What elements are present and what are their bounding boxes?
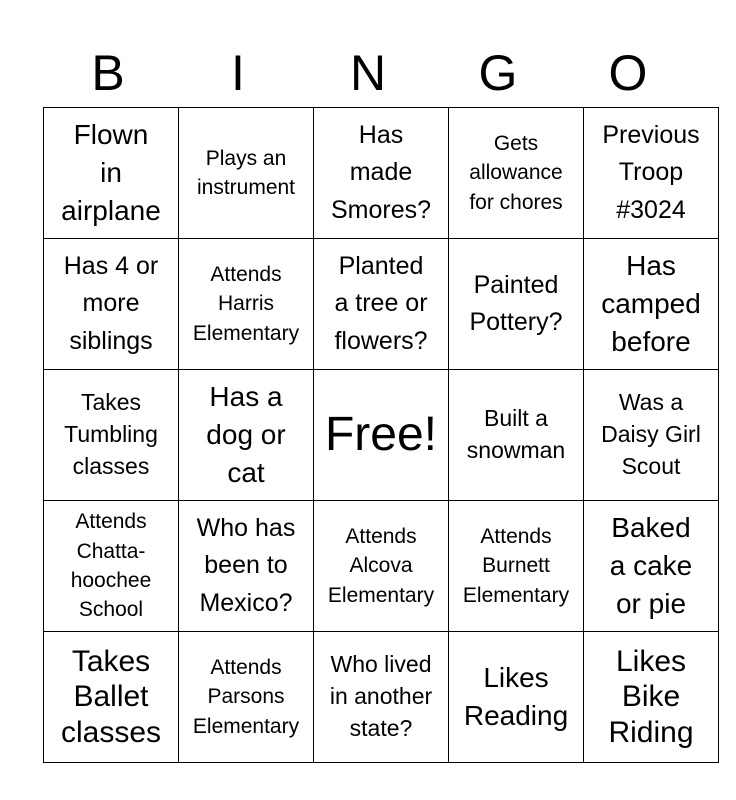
board-row [44, 370, 719, 501]
bingo-square[interactable] [584, 239, 719, 370]
bingo-header [43, 40, 693, 106]
bingo-square[interactable] [449, 108, 584, 239]
bingo-square-label: Previous Troop #3024 [602, 120, 700, 224]
bingo-square[interactable] [449, 370, 584, 501]
header-letter-g: G [478, 45, 518, 101]
bingo-square[interactable] [179, 632, 314, 763]
bingo-square-label: Likes Bike Riding [608, 644, 694, 749]
bingo-square-label: Flown in airplane [61, 119, 161, 226]
bingo-square-label: Likes Reading [463, 662, 569, 731]
board-row [44, 108, 719, 239]
bingo-square[interactable] [44, 370, 179, 501]
bingo-square[interactable] [44, 239, 179, 370]
bingo-square-label: Has made Smores? [330, 120, 432, 224]
bingo-square[interactable] [179, 501, 314, 632]
bingo-square-label: Has camped before [601, 250, 701, 357]
bingo-square-label: Painted Pottery? [469, 270, 563, 336]
bingo-square[interactable] [179, 239, 314, 370]
bingo-square[interactable] [314, 239, 449, 370]
bingo-square[interactable] [584, 108, 719, 239]
bingo-square[interactable] [314, 108, 449, 239]
header-letter-i: I [231, 45, 245, 101]
header-letter-o: O [608, 45, 648, 101]
bingo-square[interactable] [179, 108, 314, 239]
bingo-square[interactable] [584, 370, 719, 501]
bingo-square-label: Takes Tumbling classes [64, 389, 158, 479]
bingo-square[interactable] [449, 239, 584, 370]
bingo-square-label: Attends Chatta- hoochee School [70, 510, 152, 622]
bingo-square[interactable] [584, 632, 719, 763]
board-row [44, 632, 719, 763]
bingo-square-label: Takes Ballet classes [60, 644, 162, 749]
bingo-square-label: Who has been to Mexico? [196, 513, 296, 617]
bingo-square[interactable] [314, 501, 449, 632]
bingo-square[interactable] [449, 632, 584, 763]
header-letter-b: B [91, 45, 125, 101]
free-space-label: Free! [324, 408, 438, 462]
bingo-square-label: Plays an instrument [196, 146, 296, 199]
bingo-square[interactable] [314, 370, 449, 501]
bingo-square[interactable] [584, 501, 719, 632]
bingo-square[interactable] [44, 501, 179, 632]
bingo-board-body [44, 108, 719, 763]
bingo-square-label: Built a snowman [466, 405, 566, 463]
bingo-square[interactable] [314, 632, 449, 763]
bingo-square-label: Attends Burnett Elementary [462, 524, 570, 607]
bingo-square-label: Who lived in another state? [329, 651, 433, 741]
bingo-square[interactable] [449, 501, 584, 632]
bingo-square-label: Attends Alcova Elementary [327, 524, 435, 607]
bingo-square[interactable] [179, 370, 314, 501]
bingo-square-label: Gets allowance for chores [469, 131, 563, 214]
header-letter-n: N [349, 45, 387, 101]
bingo-square-label: Attends Parsons Elementary [192, 655, 300, 738]
bingo-board [43, 107, 719, 763]
bingo-square-label: Was a Daisy Girl Scout [601, 389, 701, 479]
bingo-square-label: Baked a cake or pie [609, 512, 693, 619]
bingo-square-label: Has 4 or more siblings [63, 251, 159, 355]
bingo-square-label: Attends Harris Elementary [192, 262, 300, 345]
bingo-square-label: Planted a tree or flowers? [334, 251, 428, 355]
bingo-square[interactable] [44, 108, 179, 239]
board-row [44, 239, 719, 370]
bingo-square[interactable] [44, 632, 179, 763]
bingo-square-label: Has a dog or cat [206, 381, 286, 488]
board-row [44, 501, 719, 632]
